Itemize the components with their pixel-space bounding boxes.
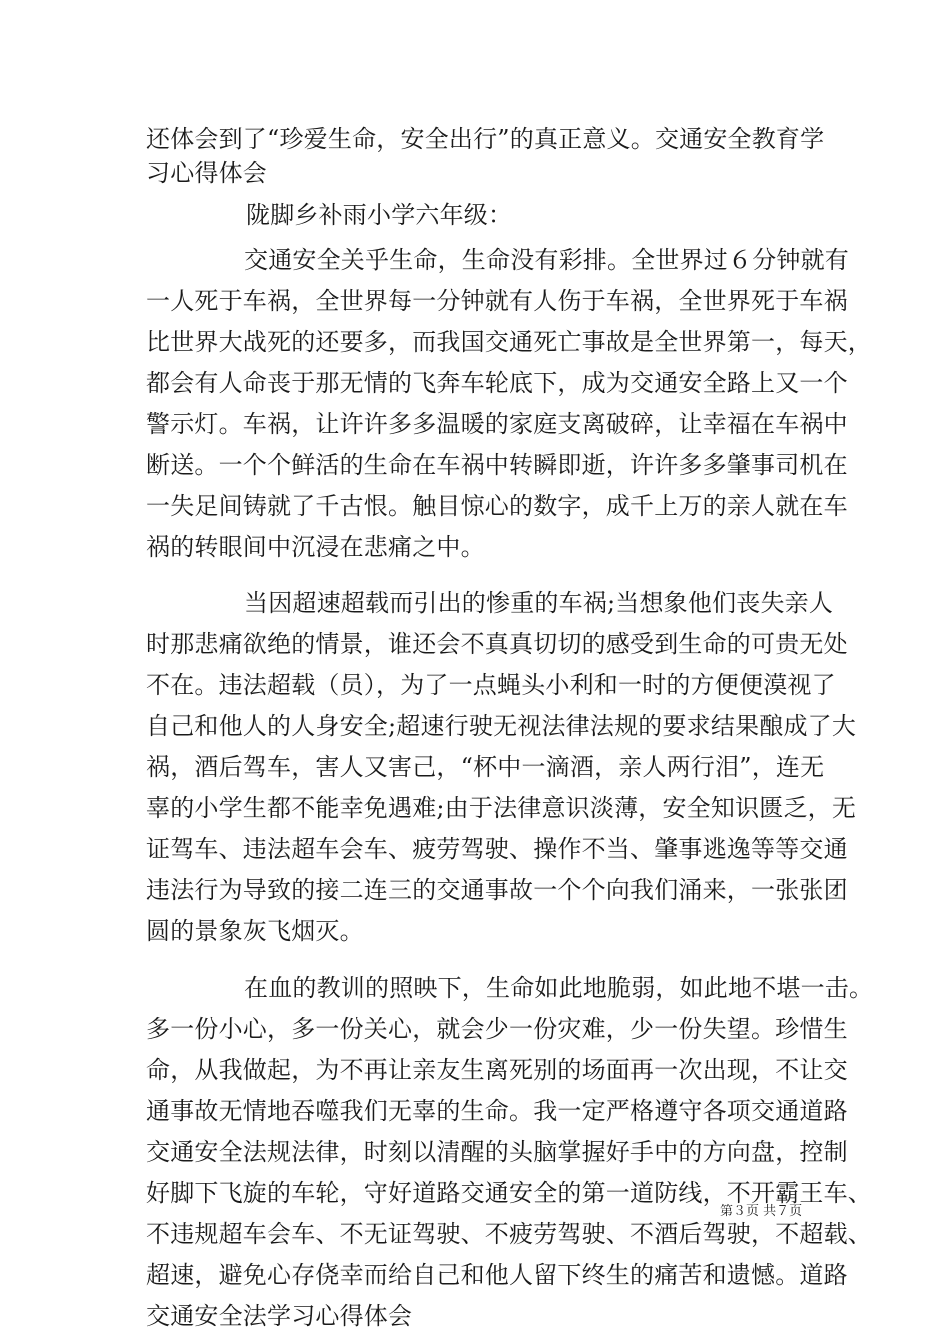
- text-line: 交通安全法规法律，时刻以清醒的头脑掌握好手中的方向盘，控制: [146, 1138, 848, 1166]
- text-line: 比世界大战死的还要多，而我国交通死亡事故是全世界第一，每天，: [146, 328, 872, 356]
- text-line: 不违规超车会车、不无证驾驶、不疲劳驾驶、不酒后驾驶，不超载、: [146, 1220, 872, 1248]
- text-line: 断送。一个个鲜活的生命在车祸中转瞬即逝，许许多多肇事司机在: [146, 451, 848, 479]
- text-line: 一失足间铸就了千古恨。触目惊心的数字，成千上万的亲人就在车: [146, 492, 848, 520]
- text-line: 习心得体会: [146, 159, 267, 187]
- author-line: 陇脚乡补雨小学六年级：: [246, 201, 513, 229]
- text-line: 自己和他人的人身安全;超速行驶无视法律法规的要求结果酿成了大: [146, 712, 857, 740]
- text-line: 警示灯。车祸，让许许多多温暖的家庭支离破碎，让幸福在车祸中: [146, 410, 848, 438]
- text-line: 还体会到了“珍爱生命，安全出行”的真正意义。交通安全教育学: [146, 125, 825, 153]
- text-line: 多一份小心，多一份关心，就会少一份灾难，少一份失望。珍惜生: [146, 1015, 848, 1043]
- text-line: 超速，避免心存侥幸而给自己和他人留下终生的痛苦和遗憾。道路: [146, 1261, 848, 1289]
- text-line: 不在。违法超载（员），为了一点蝇头小利和一时的方便便漠视了: [146, 671, 836, 699]
- text-line: 一人死于车祸，全世界每一分钟就有人伤于车祸，全世界死于车祸: [146, 287, 848, 315]
- text-line: 当因超速超载而引出的惨重的车祸;当想象他们丧失亲人: [244, 589, 834, 617]
- page-number: 第３页 共７页: [720, 1204, 803, 1219]
- text-line: 辜的小学生都不能幸免遇难;由于法律意识淡薄，安全知识匮乏，无: [146, 794, 857, 822]
- text-line: 时那悲痛欲绝的情景，谁还会不真真切切的感受到生命的可贵无处: [146, 630, 848, 658]
- text-line: 好脚下飞旋的车轮，守好道路交通安全的第一道防线，不开霸王车、: [146, 1179, 872, 1207]
- text-line: 交通安全法学习心得体会: [146, 1302, 413, 1330]
- text-line: 证驾车、违法超车会车、疲劳驾驶、操作不当、肇事逃逸等等交通: [146, 835, 848, 863]
- text-line: 命，从我做起，为不再让亲友生离死别的场面再一次出现，不让交: [146, 1056, 848, 1084]
- text-line: 在血的教训的照映下，生命如此地脆弱，如此地不堪一击。: [244, 974, 874, 1002]
- text-line: 祸的转眼间中沉浸在悲痛之中。: [146, 533, 485, 561]
- text-line: 祸，酒后驾车，害人又害己，“杯中一滴酒，亲人两行泪”，连无: [146, 753, 825, 781]
- text-line: 通事故无情地吞噬我们无辜的生命。我一定严格遵守各项交通道路: [146, 1097, 848, 1125]
- text-line: 违法行为导致的接二连三的交通事故一个个向我们涌来，一张张团: [146, 876, 848, 904]
- text-line: 都会有人命丧于那无情的飞奔车轮底下，成为交通安全路上又一个: [146, 369, 848, 397]
- text-line: 交通安全关乎生命，生命没有彩排。全世界过６分钟就有: [244, 246, 849, 274]
- text-line: 圆的景象灰飞烟灭。: [146, 917, 364, 945]
